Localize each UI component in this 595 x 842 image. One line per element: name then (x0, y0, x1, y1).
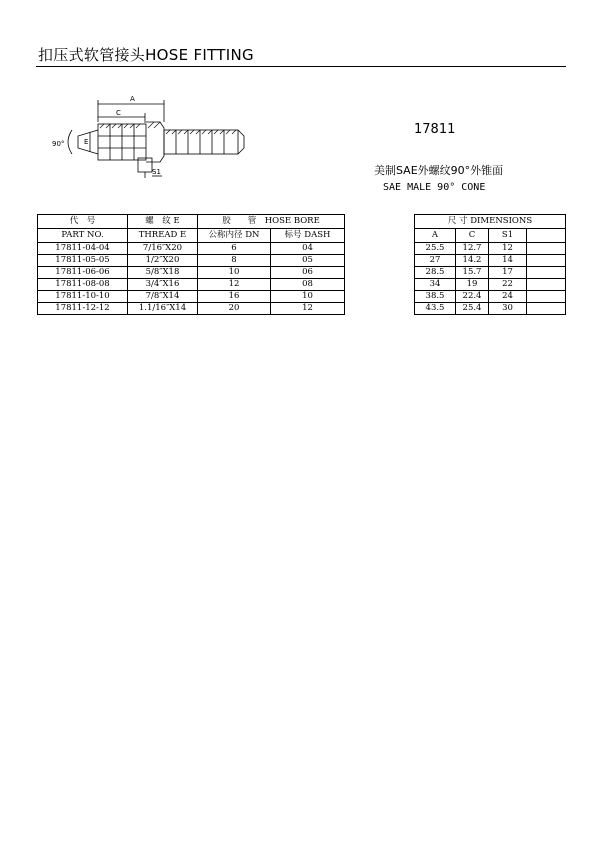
cell-a: 38.5 (415, 291, 456, 303)
description-en: SAE MALE 90° CONE (383, 182, 486, 193)
cell-dash: 04 (271, 243, 345, 255)
label-a: A (130, 95, 135, 103)
header-part: 代 号 (38, 215, 128, 229)
cell-s1: 17 (489, 267, 527, 279)
fitting-drawing (50, 92, 260, 184)
header-thread-e: THREAD E (128, 229, 198, 243)
cell-thread: 7/8″X14 (128, 291, 198, 303)
header-hose-bore: 胶 管 HOSE BORE (198, 215, 345, 229)
label-s1: S1 (152, 168, 161, 176)
cell-dn: 10 (198, 267, 271, 279)
table-header-row-2 (38, 229, 566, 243)
cell-part: 17811-08-08 (38, 279, 128, 291)
cell-dn: 20 (198, 303, 271, 315)
cell-part: 17811-12-12 (38, 303, 128, 315)
cell-c: 14.2 (456, 255, 489, 267)
cell-a: 25.5 (415, 243, 456, 255)
spec-table (37, 214, 566, 315)
table-row (38, 291, 566, 303)
cell-dash: 08 (271, 279, 345, 291)
cell-thread: 3/4″X16 (128, 279, 198, 291)
page-title: 扣压式软管接头HOSE FITTING (38, 46, 254, 64)
cell-part: 17811-05-05 (38, 255, 128, 267)
table-row (38, 243, 566, 255)
description-cn: 美制SAE外螺纹90°外锥面 (374, 164, 504, 177)
cell-thread: 7/16″X20 (128, 243, 198, 255)
cell-dn: 16 (198, 291, 271, 303)
cell-c: 15.7 (456, 267, 489, 279)
cell-c: 12.7 (456, 243, 489, 255)
cell-c: 25.4 (456, 303, 489, 315)
cell-dn: 12 (198, 279, 271, 291)
header-dimensions: 尺 寸 DIMENSIONS (415, 215, 566, 229)
header-dash: 标号 DASH (271, 229, 345, 243)
cell-s1: 12 (489, 243, 527, 255)
cell-a: 34 (415, 279, 456, 291)
cell-part: 17811-04-04 (38, 243, 128, 255)
header-dn: 公称内径 DN (198, 229, 271, 243)
cell-thread: 1.1/16″X14 (128, 303, 198, 315)
cell-a: 28.5 (415, 267, 456, 279)
header-gap (345, 215, 415, 229)
cell-s1: 24 (489, 291, 527, 303)
ferrule-shoulder (146, 122, 164, 162)
cell-a: 27 (415, 255, 456, 267)
header-a: A (415, 229, 456, 243)
cell-s1: 14 (489, 255, 527, 267)
header-s1: S1 (489, 229, 527, 243)
header-c: C (456, 229, 489, 243)
table-row (38, 303, 566, 315)
cell-a: 43.5 (415, 303, 456, 315)
cell-dash: 05 (271, 255, 345, 267)
cell-dash: 10 (271, 291, 345, 303)
cell-thread: 1/2″X20 (128, 255, 198, 267)
table-row (38, 279, 566, 291)
cell-s1: 22 (489, 279, 527, 291)
part-number-heading: 17811 (414, 122, 456, 137)
label-angle: 90° (52, 140, 65, 148)
cell-part: 17811-10-10 (38, 291, 128, 303)
table-row (38, 267, 566, 279)
header-part-no: PART NO. (38, 229, 128, 243)
cell-dash: 06 (271, 267, 345, 279)
cell-dn: 6 (198, 243, 271, 255)
label-c: C (116, 109, 121, 117)
cell-thread: 5/8″X18 (128, 267, 198, 279)
label-e: E (84, 138, 89, 146)
cell-c: 19 (456, 279, 489, 291)
title-divider (36, 66, 566, 67)
cell-dash: 12 (271, 303, 345, 315)
cell-c: 22.4 (456, 291, 489, 303)
table-header-row-1 (38, 215, 566, 229)
cell-part: 17811-06-06 (38, 267, 128, 279)
cell-dn: 8 (198, 255, 271, 267)
hose-tail (164, 130, 238, 154)
header-thread: 螺 纹 E (128, 215, 198, 229)
table-row (38, 255, 566, 267)
cell-s1: 30 (489, 303, 527, 315)
